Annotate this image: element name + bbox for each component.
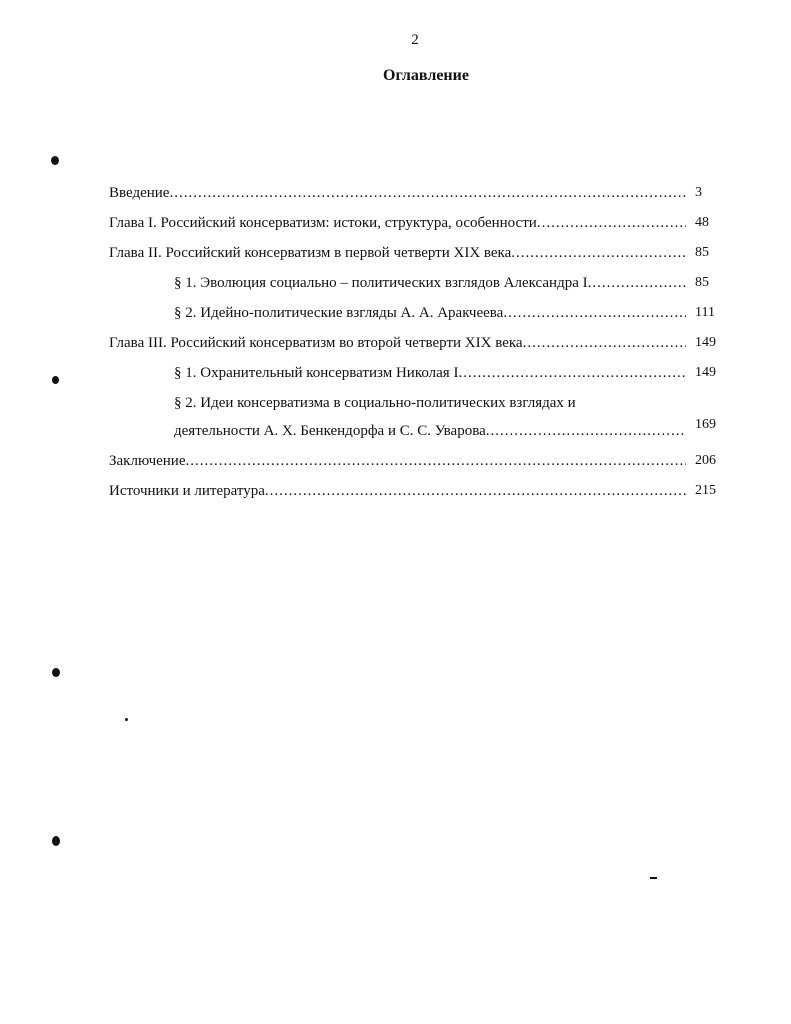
toc-entry-page: 215 [695, 483, 716, 498]
toc-entry-chapter-3-section-1 [174, 363, 686, 383]
toc-entry-page: 169 [695, 417, 716, 432]
dot-leader [265, 481, 686, 501]
toc-entry-chapter-1 [109, 213, 686, 233]
scan-hole-mark [52, 836, 60, 846]
toc-entry-label: Заключение [109, 453, 186, 469]
toc-entry-label: Источники и литература [109, 483, 265, 499]
toc-entry-page: 48 [695, 215, 709, 230]
dot-leader [486, 421, 686, 441]
toc-entry-page: 206 [695, 453, 716, 468]
toc-entry-chapter-2-section-2 [174, 303, 686, 323]
toc-entry-page: 149 [695, 335, 716, 350]
toc-entry-page: 111 [695, 305, 715, 320]
scan-hole-mark [52, 668, 60, 677]
toc-entry-conclusion [109, 451, 686, 471]
dot-leader [588, 273, 686, 293]
toc-entry-chapter-2-section-1 [174, 273, 686, 293]
toc-entry-label: Введение [109, 185, 170, 201]
toc-entry-label: Глава III. Российский консерватизм во второй четверти XIX века [109, 335, 523, 351]
toc-title: Оглавление [383, 67, 469, 84]
toc-entry-label: Глава II. Российский консерватизм в первой четверти XIX века [109, 245, 512, 261]
dot-leader [458, 363, 686, 383]
toc-entry-chapter-3 [109, 333, 686, 353]
toc-entry-page: 85 [695, 245, 709, 260]
page-number: 2 [411, 32, 419, 48]
toc-entry-label: § 1. Эволюция социально – политических взглядов Александра I [174, 275, 588, 291]
toc-entry-label: § 2. Идейно-политические взгляды А. А. Аракчеева [174, 305, 504, 321]
scan-speck [650, 877, 657, 879]
toc-entry-chapter-3-section-2-line-2 [174, 421, 686, 441]
toc-entry-page: 149 [695, 365, 716, 380]
toc-entry-chapter-3-section-2-line-1: § 2. Идеи консерватизма в социально-политических взглядах и [174, 395, 576, 411]
toc-entry-label: § 1. Охранительный консерватизм Николая I [174, 365, 459, 381]
toc-entry-label: Глава I. Российский консерватизм: истоки, структура, особенности [109, 215, 537, 231]
toc-entry-page: 3 [695, 185, 702, 200]
dot-leader [503, 303, 686, 323]
dot-leader [537, 213, 686, 233]
scan-speck [125, 718, 128, 721]
toc-entry-sources [109, 481, 686, 501]
scan-hole-mark [52, 376, 59, 384]
toc-entry-page: 85 [695, 275, 709, 290]
dot-leader [523, 333, 686, 353]
toc-entry-chapter-2 [109, 243, 686, 263]
dot-leader [186, 451, 687, 471]
toc-entry-intro [109, 183, 686, 203]
dot-leader [169, 183, 686, 203]
dot-leader [511, 243, 686, 263]
toc-entry-label: деятельности А. Х. Бенкендорфа и С. С. Уварова [174, 423, 486, 439]
scan-hole-mark [51, 156, 59, 165]
